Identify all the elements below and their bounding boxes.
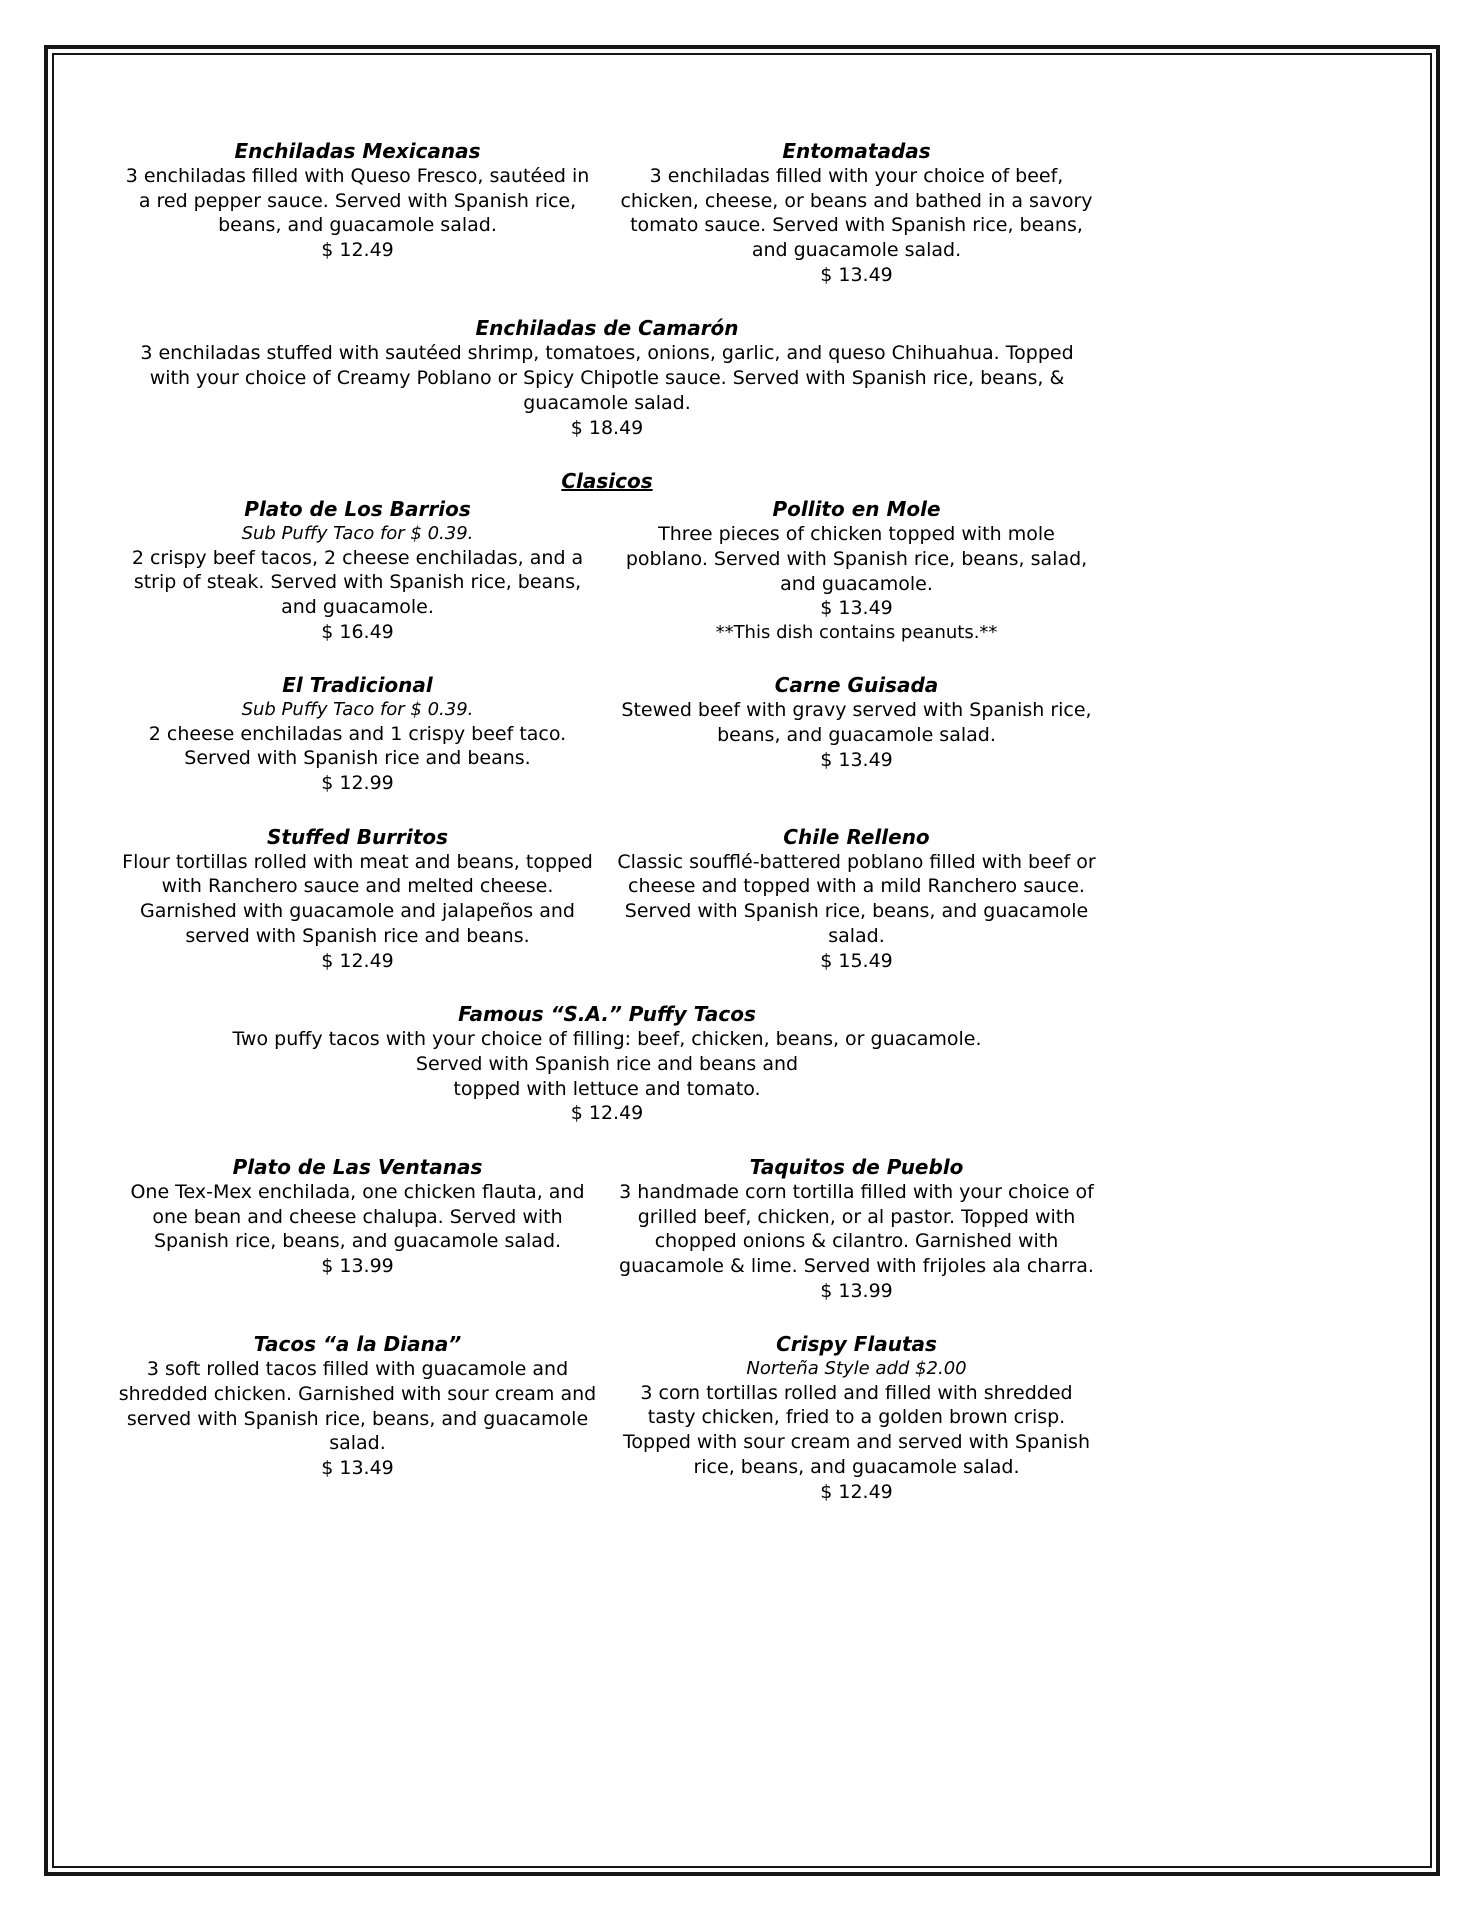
item-description: 3 corn tortillas rolled and filled with shredded tasty chicken, fried to a golden brown crisp. Topped with sour cream and served with Spanish rice, beans, and guacamole salad. <box>623 1381 1090 1478</box>
item-name: Plato de Las Ventanas <box>232 1154 483 1179</box>
item-name: Pollito en Mole <box>772 497 941 522</box>
item-name: Carne Guisada <box>774 673 939 698</box>
item-description: 2 cheese enchiladas and 1 crispy beef taco. Served with Spanish rice and beans. <box>148 722 567 770</box>
menu-item-plato-de-las-ventanas <box>118 1154 597 1279</box>
item-note: Norteña Style add $2.00 <box>746 1358 967 1380</box>
menu-item-taquitos-de-pueblo <box>617 1154 1096 1303</box>
item-price: $ 13.49 <box>820 748 893 771</box>
menu-page <box>118 138 1096 1532</box>
menu-row <box>118 1331 1096 1504</box>
item-description: 3 enchiladas stuffed with sautéed shrimp, tomatoes, onions, garlic, and queso Chihuahua. Topped with your choice of Creamy Poblano or Spicy Chipotle sauce. Served with Spanish rice, beans, & guacamole salad. <box>140 342 1074 414</box>
item-price: $ 13.49 <box>820 263 893 286</box>
item-allergy-note: **This dish contains peanuts.** <box>715 621 998 643</box>
item-price: $ 12.99 <box>321 772 394 795</box>
item-price: $ 18.49 <box>570 416 644 439</box>
item-description: Stewed beef with gravy served with Spanish rice, beans, and guacamole salad. <box>621 699 1092 747</box>
item-description-line: topped with lettuce and tomato. <box>453 1077 761 1100</box>
menu-item-entomatadas <box>617 138 1096 287</box>
item-price: $ 16.49 <box>321 620 394 643</box>
item-note: Sub Puffy Taco for $ 0.39. <box>241 523 474 545</box>
item-name: Tacos “a la Diana” <box>253 1332 462 1357</box>
item-name: Chile Relleno <box>783 824 930 849</box>
menu-row <box>118 496 1096 644</box>
item-price: $ 12.49 <box>820 1480 893 1503</box>
item-name: Stuffed Burritos <box>267 824 448 849</box>
item-name: Entomatadas <box>782 139 931 163</box>
item-price: $ 13.99 <box>321 1255 394 1278</box>
item-price: $ 13.49 <box>321 1457 394 1480</box>
menu-item-enchiladas-mexicanas <box>118 138 597 263</box>
menu-row <box>118 672 1096 795</box>
menu-row <box>118 824 1096 973</box>
item-description: 3 enchiladas filled with your choice of beef, chicken, cheese, or beans and bathed in a savory tomato sauce. Served with Spanish rice, beans, and guacamole salad. <box>620 165 1093 262</box>
item-description: 3 handmade corn tortilla filled with your choice of grilled beef, chicken, or al pastor. Topped with chopped onions & cilantro. Garnished with guacamole & lime. Served with frijoles ala charra. <box>619 1180 1094 1278</box>
item-description: Flour tortillas rolled with meat and beans, topped with Ranchero sauce and melted cheese. Garnished with guacamole and jalapeños and served with Spanish rice and beans. <box>122 850 593 947</box>
menu-row <box>118 1154 1096 1303</box>
item-description: Classic soufflé-battered poblano filled with beef or cheese and topped with a mild Ranchero sauce. Served with Spanish rice, beans, and guacamole salad. <box>617 850 1096 947</box>
item-price: $ 13.99 <box>820 1279 893 1302</box>
menu-item-stuffed-burritos <box>118 824 597 973</box>
item-name: El Tradicional <box>282 673 433 698</box>
item-description-line: Served with Spanish rice and beans and <box>415 1052 799 1075</box>
menu-row <box>118 138 1096 287</box>
item-price: $ 15.49 <box>820 949 893 972</box>
menu-item-carne-guisada <box>617 672 1096 772</box>
item-name: Famous “S.A.” Puffy Tacos <box>458 1002 756 1027</box>
menu-item-enchiladas-de-camaron <box>118 315 1096 440</box>
item-description: 3 enchiladas filled with Queso Fresco, sautéed in a red pepper sauce. Served with Spanish rice, beans, and guacamole salad. <box>125 165 590 237</box>
item-name: Enchiladas Mexicanas <box>234 139 481 163</box>
section-heading-clasicos: Clasicos <box>561 469 653 494</box>
item-note: Sub Puffy Taco for $ 0.39. <box>241 699 474 721</box>
menu-item-el-tradicional <box>118 672 597 795</box>
item-name: Taquitos de Pueblo <box>749 1154 964 1179</box>
item-description: One Tex-Mex enchilada, one chicken flauta, and one bean and cheese chalupa. Served with Spanish rice, beans, and guacamole salad. <box>130 1180 585 1253</box>
item-description: 2 crispy beef tacos, 2 cheese enchiladas, and a strip of steak. Served with Spanish rice, beans, and guacamole. <box>131 546 584 618</box>
item-price: $ 13.49 <box>820 597 893 620</box>
menu-item-famous-sa-puffy-tacos <box>118 1001 1096 1126</box>
item-description: 3 soft rolled tacos filled with guacamole and shredded chicken. Garnished with sour cream and served with Spanish rice, beans, and guacamole salad. <box>118 1358 597 1455</box>
item-name: Crispy Flautas <box>776 1332 937 1357</box>
item-price: $ 12.49 <box>321 949 394 972</box>
menu-item-chile-relleno <box>617 824 1096 973</box>
item-name: Plato de Los Barrios <box>244 497 471 522</box>
item-price: $ 12.49 <box>570 1102 644 1125</box>
item-description-line: Two puffy tacos with your choice of filling: beef, chicken, beans, or guacamole. <box>232 1028 982 1051</box>
menu-item-pollito-en-mole <box>617 496 1096 644</box>
item-price: $ 12.49 <box>321 239 394 262</box>
menu-item-tacos-a-la-diana <box>118 1331 597 1480</box>
menu-item-crispy-flautas <box>617 1331 1096 1504</box>
item-name: Enchiladas de Camarón <box>475 316 739 341</box>
item-description: Three pieces of chicken topped with mole poblano. Served with Spanish rice, beans, salad, and guacamole. <box>625 523 1088 595</box>
menu-item-plato-de-los-barrios <box>118 496 597 644</box>
